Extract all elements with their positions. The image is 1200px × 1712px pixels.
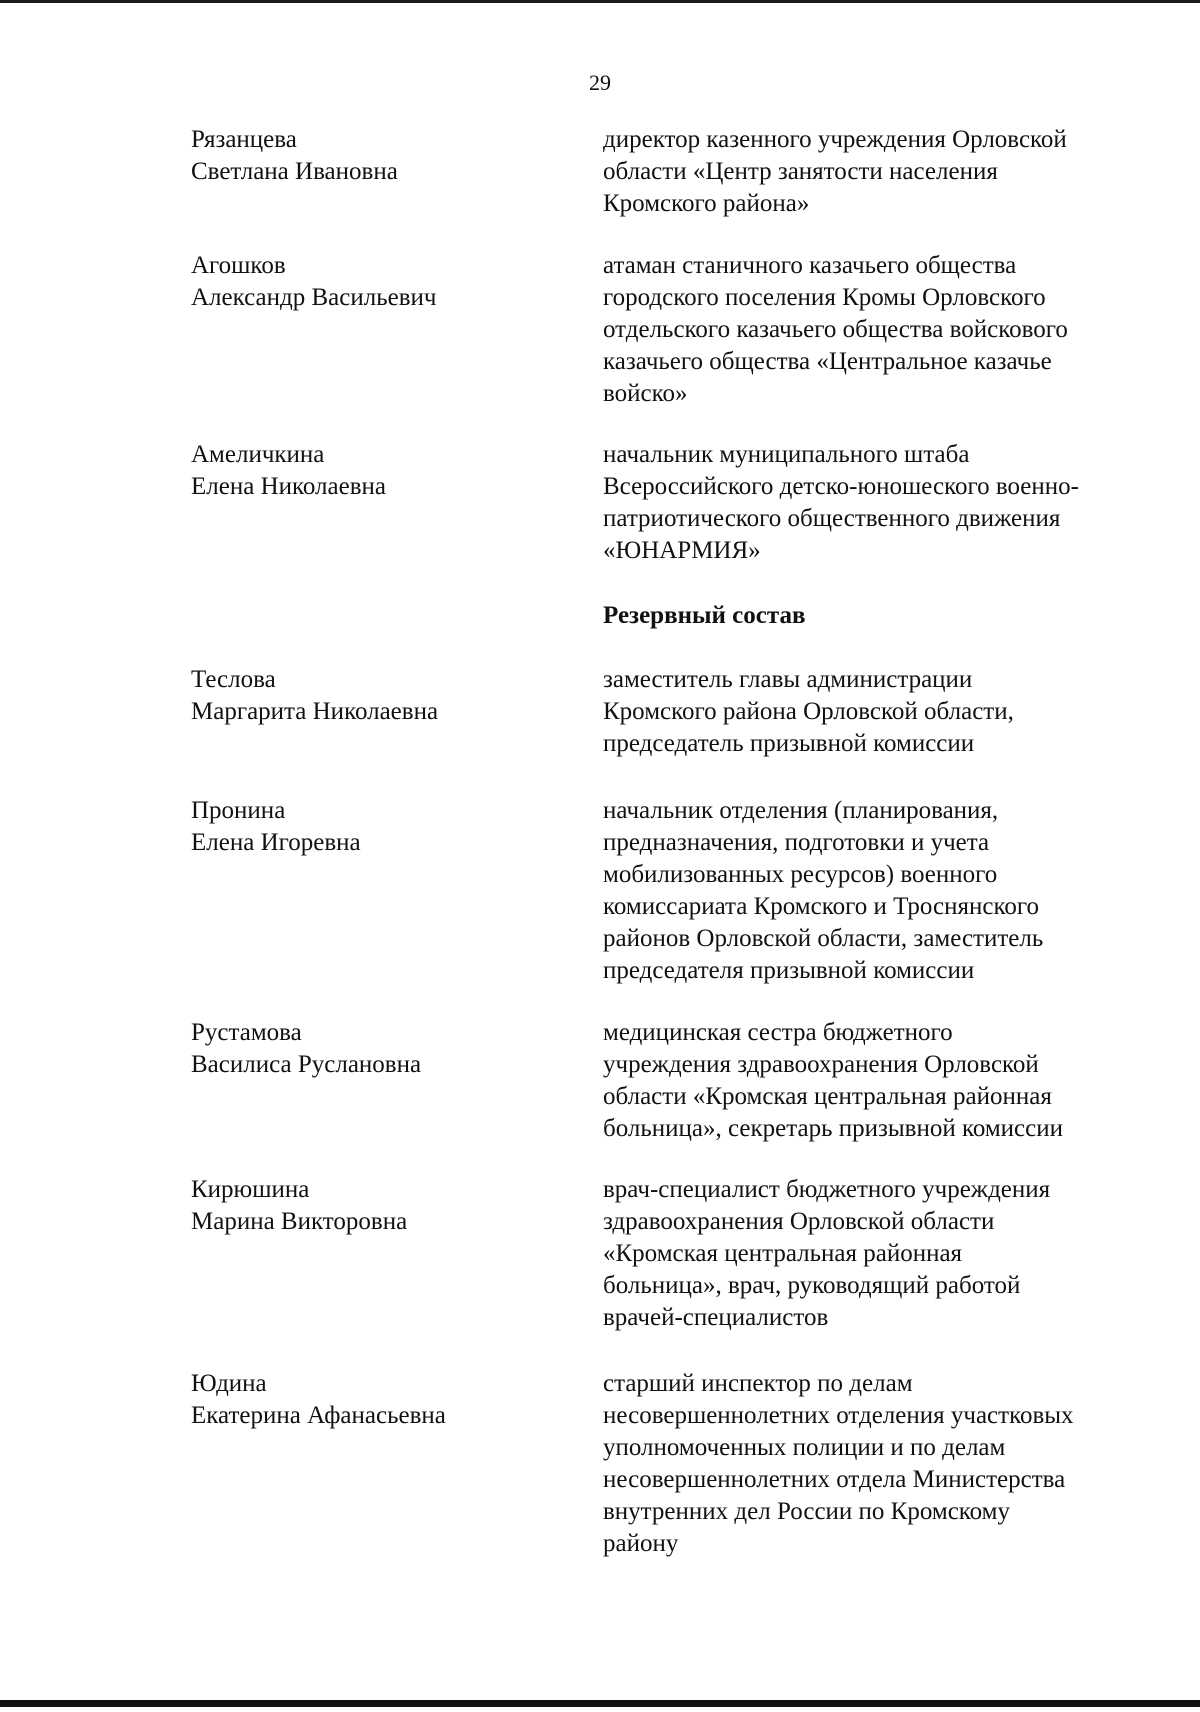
page-number: 29 (589, 70, 611, 95)
member-name: Теслова Маргарита Николаевна (191, 666, 439, 725)
member-name: Пронина Елена Игоревна (191, 797, 361, 856)
top-scan-border (0, 0, 1200, 3)
member-role: атаман станичного казачьего общества городского поселения Кромы Орловского отдельского казачьего общества войскового казачьего общества «Центральное казачье войско» (603, 252, 1068, 407)
member-name: Кирюшина Марина Викторовна (191, 1176, 408, 1235)
member-role: заместитель главы администрации Кромского района Орловской области, председатель призывной комиссии (603, 666, 1014, 757)
reserve-section-heading: Резервный состав (603, 602, 806, 629)
bottom-scan-border (0, 1700, 1200, 1707)
member-role: начальник отделения (планирования, предназначения, подготовки и учета мобилизованных ресурсов) военного комиссариата Кромского и Троснянского районов Орловской области, заместитель председателя призывной комиссии (603, 797, 1044, 984)
member-role: врач-специалист бюджетного учреждения здравоохранения Орловской области «Кромская центральная районная больница», врач, руководящий работой врачей-специалистов (603, 1176, 1051, 1331)
member-role: медицинская сестра бюджетного учреждения здравоохранения Орловской области «Кромская центральная районная больница», секретарь призывной комиссии (603, 1019, 1064, 1142)
member-name: Агошков Александр Васильевич (191, 252, 437, 311)
member-role: начальник муниципального штаба Всероссийского детско-юношеского военно- патриотического общественного движения «ЮНАРМИЯ» (603, 441, 1079, 564)
member-name: Рязанцева Светлана Ивановна (191, 126, 398, 185)
member-role: директор казенного учреждения Орловской области «Центр занятости населения Кромского района» (603, 126, 1067, 217)
member-name: Рустамова Василиса Руслановна (191, 1019, 422, 1078)
member-name: Амеличкина Елена Николаевна (191, 441, 386, 500)
member-name: Юдина Екатерина Афанасьевна (191, 1370, 446, 1429)
member-role: старший инспектор по делам несовершеннолетних отделения участковых уполномоченных полиции и по делам несовершеннолетних отдела Министерства внутренних дел России по Кромскому району (603, 1370, 1074, 1557)
